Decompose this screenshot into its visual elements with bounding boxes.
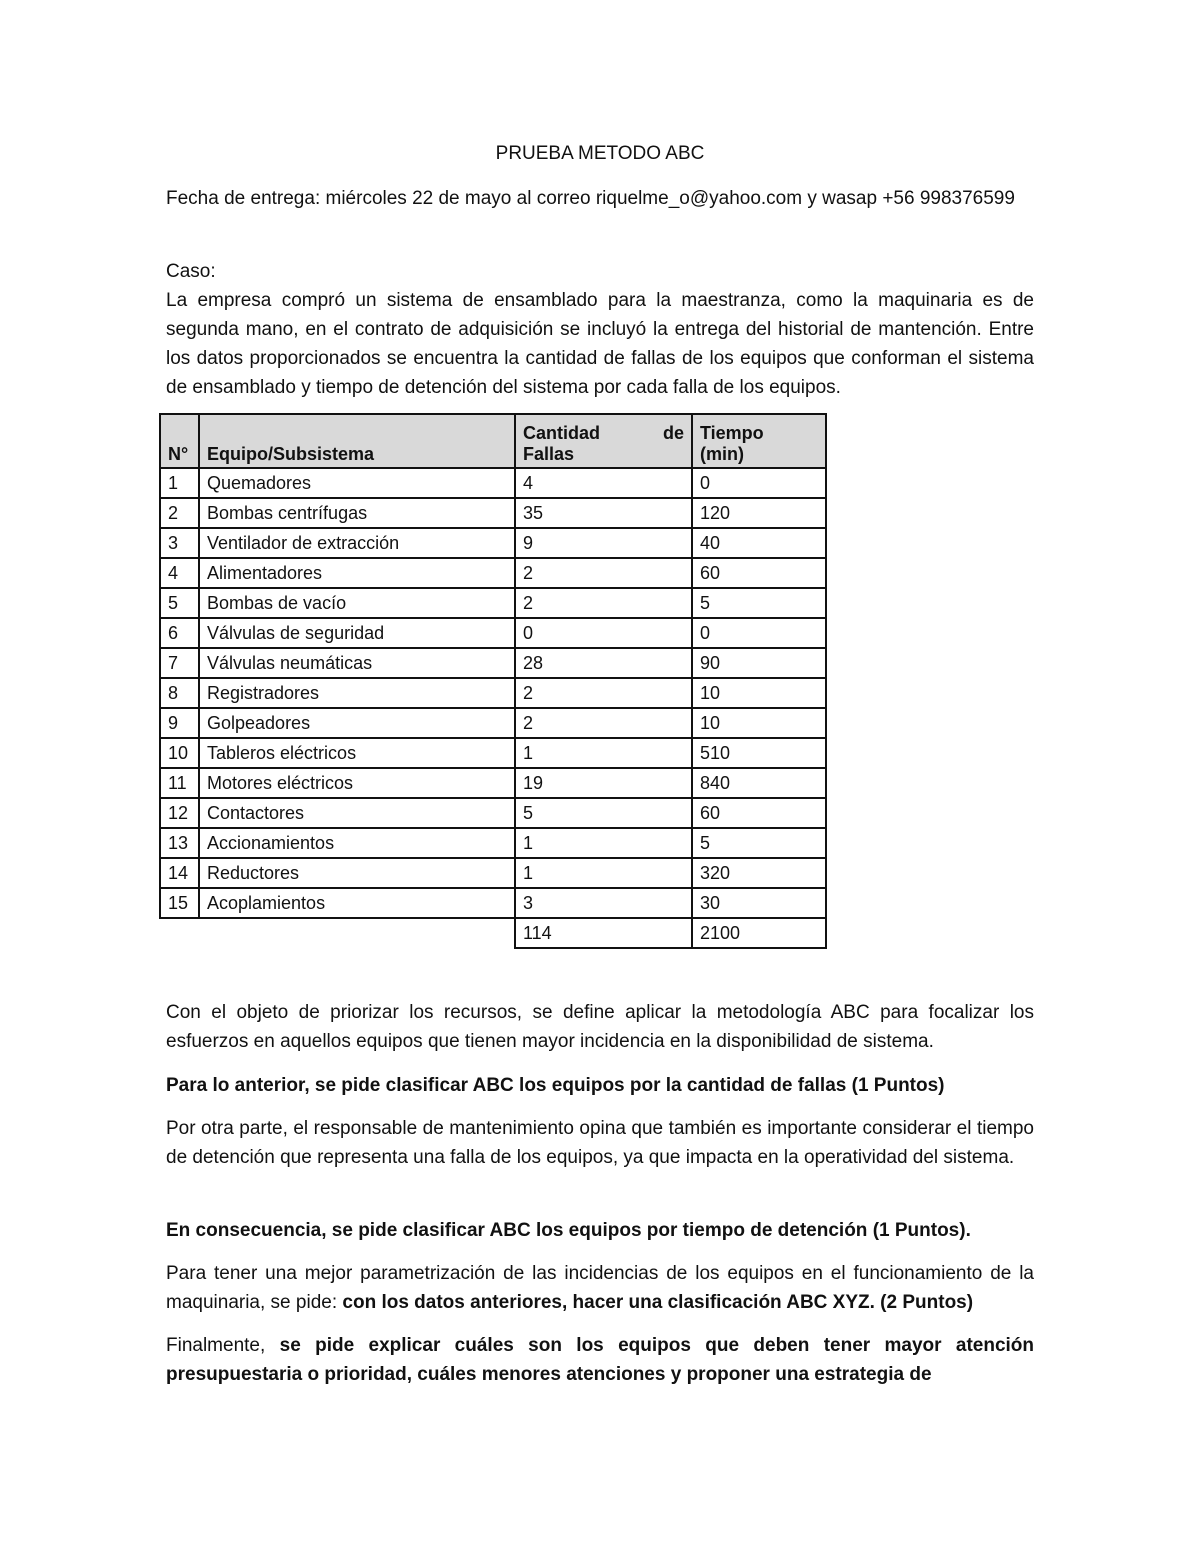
cell-num: 2 <box>160 498 199 528</box>
header-cantidad-word: Cantidad <box>523 423 601 443</box>
cell-tiempo: 10 <box>692 708 826 738</box>
document-title: PRUEBA METODO ABC <box>495 143 705 164</box>
header-cantidad-de: de <box>662 423 684 443</box>
cell-tiempo: 320 <box>692 858 826 888</box>
cell-fallas: 4 <box>515 468 692 498</box>
cell-equipo: Válvulas de seguridad <box>199 618 515 648</box>
abc-xyz-task: con los datos anteriores, hacer una clasificación ABC XYZ. (2 Puntos) <box>342 1292 974 1313</box>
header-cantidad-fallas: Fallas <box>523 444 575 464</box>
table-row <box>160 768 826 798</box>
paragraph-tiempo-detencion: Por otra parte, el responsable de mantenimiento opina que también es importante considerar el tiempo de detención que representa una falla de los equipos, ya que impacta en la operatividad del sistema. <box>166 1118 1034 1168</box>
cell-equipo: Reductores <box>199 858 515 888</box>
table-row <box>160 738 826 768</box>
table-row <box>160 618 826 648</box>
paragraph-final <box>166 1331 1034 1389</box>
table-row <box>160 558 826 588</box>
cell-num: 10 <box>160 738 199 768</box>
cell-num: 6 <box>160 618 199 648</box>
cell-tiempo: 0 <box>692 618 826 648</box>
paragraph-pregunta-fallas: Para lo anterior, se pide clasificar ABC los equipos por la cantidad de fallas (1 Puntos) <box>166 1075 945 1096</box>
cell-equipo: Ventilador de extracción <box>199 528 515 558</box>
table-row <box>160 708 826 738</box>
cell-equipo: Acoplamientos <box>199 888 515 918</box>
cell-equipo: Bombas de vacío <box>199 588 515 618</box>
cell-fallas: 28 <box>515 648 692 678</box>
cell-fallas: 1 <box>515 858 692 888</box>
cell-num: 12 <box>160 798 199 828</box>
cell-equipo: Válvulas neumáticas <box>199 648 515 678</box>
table-row <box>160 678 826 708</box>
cell-num: 3 <box>160 528 199 558</box>
cell-tiempo: 510 <box>692 738 826 768</box>
cell-tiempo: 10 <box>692 678 826 708</box>
cell-equipo: Bombas centrífugas <box>199 498 515 528</box>
total-blank <box>199 918 515 948</box>
cell-tiempo: 840 <box>692 768 826 798</box>
header-equipo: Equipo/Subsistema <box>199 414 515 468</box>
cell-equipo: Golpeadores <box>199 708 515 738</box>
cell-fallas: 5 <box>515 798 692 828</box>
cell-num: 13 <box>160 828 199 858</box>
cell-fallas: 9 <box>515 528 692 558</box>
table-row <box>160 888 826 918</box>
total-tiempo: 2100 <box>692 918 826 948</box>
total-blank <box>160 918 199 948</box>
table-row <box>160 648 826 678</box>
cell-num: 1 <box>160 468 199 498</box>
cell-fallas: 2 <box>515 558 692 588</box>
cell-equipo: Alimentadores <box>199 558 515 588</box>
table-header-row <box>160 414 826 468</box>
header-tiempo <box>692 414 826 468</box>
paragraph-pregunta-tiempo: En consecuencia, se pide clasificar ABC los equipos por tiempo de detención (1 Puntos). <box>166 1220 971 1241</box>
cell-tiempo: 90 <box>692 648 826 678</box>
table-row <box>160 798 826 828</box>
abc-xyz-intro: Para tener una mejor parametrización de las incidencias de los equipos en el funcionamiento de la maquinaria, se pide: <box>166 1263 1034 1313</box>
cell-fallas: 3 <box>515 888 692 918</box>
cell-num: 5 <box>160 588 199 618</box>
cell-fallas: 2 <box>515 588 692 618</box>
table-row <box>160 828 826 858</box>
cell-equipo: Registradores <box>199 678 515 708</box>
paragraph-objetivo: Con el objeto de priorizar los recursos, se define aplicar la metodología ABC para focalizar los esfuerzos en aquellos equipos que tienen mayor incidencia en la disponibilidad de sistema. <box>166 1002 1034 1052</box>
cell-tiempo: 0 <box>692 468 826 498</box>
table-total-row <box>160 918 826 948</box>
table-row <box>160 858 826 888</box>
fallas-table <box>159 413 827 949</box>
cell-tiempo: 40 <box>692 528 826 558</box>
table-row <box>160 498 826 528</box>
cell-num: 9 <box>160 708 199 738</box>
cell-equipo: Accionamientos <box>199 828 515 858</box>
cell-fallas: 0 <box>515 618 692 648</box>
cell-equipo: Motores eléctricos <box>199 768 515 798</box>
table-row <box>160 528 826 558</box>
cell-tiempo: 5 <box>692 828 826 858</box>
cell-fallas: 1 <box>515 738 692 768</box>
caso-text: La empresa compró un sistema de ensamblado para la maestranza, como la maquinaria es de segunda mano, en el contrato de adquisición se incluyó la entrega del historial de mantención. Entre los datos proporcionados se encuentra la cantidad de fallas de los equipos que conforman el sistema de ensamblado y tiempo de detención del sistema por cada falla de los equipos. <box>166 290 1034 398</box>
cell-tiempo: 120 <box>692 498 826 528</box>
cell-equipo: Tableros eléctricos <box>199 738 515 768</box>
cell-fallas: 35 <box>515 498 692 528</box>
cell-tiempo: 30 <box>692 888 826 918</box>
header-num: N° <box>160 414 199 468</box>
total-fallas: 114 <box>515 918 692 948</box>
cell-fallas: 2 <box>515 708 692 738</box>
cell-num: 7 <box>160 648 199 678</box>
header-tiempo-unit: (min) <box>700 444 744 464</box>
cell-tiempo: 60 <box>692 798 826 828</box>
cell-equipo: Contactores <box>199 798 515 828</box>
cell-num: 4 <box>160 558 199 588</box>
cell-fallas: 19 <box>515 768 692 798</box>
fecha-entrega: Fecha de entrega: miércoles 22 de mayo al correo riquelme_o@yahoo.com y wasap +56 998376599 <box>166 188 1015 209</box>
cell-num: 11 <box>160 768 199 798</box>
table-row <box>160 468 826 498</box>
paragraph-abc-xyz <box>166 1259 1034 1317</box>
cell-equipo: Quemadores <box>199 468 515 498</box>
header-cantidad <box>515 414 692 468</box>
cell-tiempo: 5 <box>692 588 826 618</box>
header-tiempo-word: Tiempo <box>700 423 764 443</box>
cell-fallas: 1 <box>515 828 692 858</box>
table-row <box>160 588 826 618</box>
cell-num: 14 <box>160 858 199 888</box>
caso-section <box>166 257 1034 402</box>
cell-num: 15 <box>160 888 199 918</box>
cell-num: 8 <box>160 678 199 708</box>
cell-tiempo: 60 <box>692 558 826 588</box>
final-task: se pide explicar cuáles son los equipos que deben tener mayor atención presupuestaria o prioridad, cuáles menores atenciones y proponer una estrategia de <box>166 1335 1035 1385</box>
final-intro: Finalmente, <box>166 1335 280 1356</box>
cell-fallas: 2 <box>515 678 692 708</box>
caso-label: Caso: <box>166 261 216 282</box>
